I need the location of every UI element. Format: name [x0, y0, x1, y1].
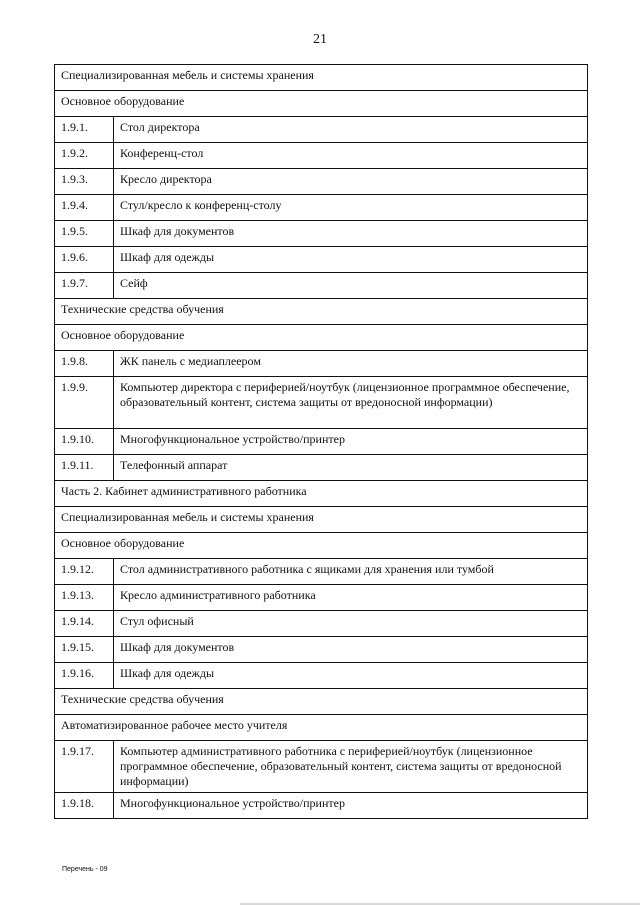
section-heading: Технические средства обучения [55, 689, 588, 715]
section-row [55, 533, 588, 559]
item-name: Шкаф для одежды [114, 247, 588, 273]
section-heading: Специализированная мебель и системы хранения [55, 507, 588, 533]
section-heading: Основное оборудование [55, 533, 588, 559]
item-name: Стол административного работника с ящиками для хранения или тумбой [114, 559, 588, 585]
item-name: Компьютер административного работника с периферией/ноутбук (лицензионное программное обеспечение, образовательный контент, система защиты от вредоносной информации) [114, 741, 588, 793]
item-name: Телефонный аппарат [114, 455, 588, 481]
table-row [55, 663, 588, 689]
section-row [55, 507, 588, 533]
item-name: Компьютер директора с периферией/ноутбук (лицензионное программное обеспечение, образовательный контент, система защиты от вредоносной информации) [114, 377, 588, 429]
item-name: Кресло директора [114, 169, 588, 195]
item-number: 1.9.8. [55, 351, 114, 377]
section-row [55, 481, 588, 507]
item-name: Шкаф для документов [114, 221, 588, 247]
table-row [55, 273, 588, 299]
table-row [55, 611, 588, 637]
table-row [55, 221, 588, 247]
item-name: Многофункциональное устройство/принтер [114, 429, 588, 455]
item-name: Сейф [114, 273, 588, 299]
section-heading: Основное оборудование [55, 91, 588, 117]
item-name: ЖК панель с медиаплеером [114, 351, 588, 377]
item-number: 1.9.2. [55, 143, 114, 169]
item-name: Стол директора [114, 117, 588, 143]
item-number: 1.9.13. [55, 585, 114, 611]
equipment-table [54, 64, 588, 819]
item-name: Шкаф для одежды [114, 663, 588, 689]
table-row [55, 455, 588, 481]
section-row [55, 689, 588, 715]
item-number: 1.9.12. [55, 559, 114, 585]
item-number: 1.9.9. [55, 377, 114, 429]
item-number: 1.9.18. [55, 793, 114, 819]
section-row [55, 65, 588, 91]
item-name: Многофункциональное устройство/принтер [114, 793, 588, 819]
table-body [55, 65, 588, 819]
table-row [55, 377, 588, 429]
item-number: 1.9.5. [55, 221, 114, 247]
table-row [55, 559, 588, 585]
item-number: 1.9.4. [55, 195, 114, 221]
table-row [55, 195, 588, 221]
section-row [55, 91, 588, 117]
table-row [55, 429, 588, 455]
table-row [55, 585, 588, 611]
item-number: 1.9.14. [55, 611, 114, 637]
item-number: 1.9.17. [55, 741, 114, 793]
item-number: 1.9.10. [55, 429, 114, 455]
item-number: 1.9.6. [55, 247, 114, 273]
table-row [55, 143, 588, 169]
section-heading: Автоматизированное рабочее место учителя [55, 715, 588, 741]
item-name: Шкаф для документов [114, 637, 588, 663]
table-row [55, 793, 588, 819]
table-row [55, 351, 588, 377]
section-heading: Технические средства обучения [55, 299, 588, 325]
section-heading: Часть 2. Кабинет административного работника [55, 481, 588, 507]
footer-note: Перечень - 09 [62, 866, 108, 873]
item-number: 1.9.16. [55, 663, 114, 689]
section-heading: Специализированная мебель и системы хранения [55, 65, 588, 91]
table-row [55, 169, 588, 195]
section-heading: Основное оборудование [55, 325, 588, 351]
page-number: 21 [313, 32, 327, 47]
table-row [55, 741, 588, 793]
table-row [55, 117, 588, 143]
table-row [55, 247, 588, 273]
item-number: 1.9.3. [55, 169, 114, 195]
item-name: Стул/кресло к конференц-столу [114, 195, 588, 221]
section-row [55, 299, 588, 325]
item-name: Кресло административного работника [114, 585, 588, 611]
item-name: Стул офисный [114, 611, 588, 637]
section-row [55, 325, 588, 351]
item-number: 1.9.1. [55, 117, 114, 143]
table-row [55, 637, 588, 663]
item-number: 1.9.7. [55, 273, 114, 299]
item-number: 1.9.11. [55, 455, 114, 481]
item-name: Конференц-стол [114, 143, 588, 169]
section-row [55, 715, 588, 741]
item-number: 1.9.15. [55, 637, 114, 663]
